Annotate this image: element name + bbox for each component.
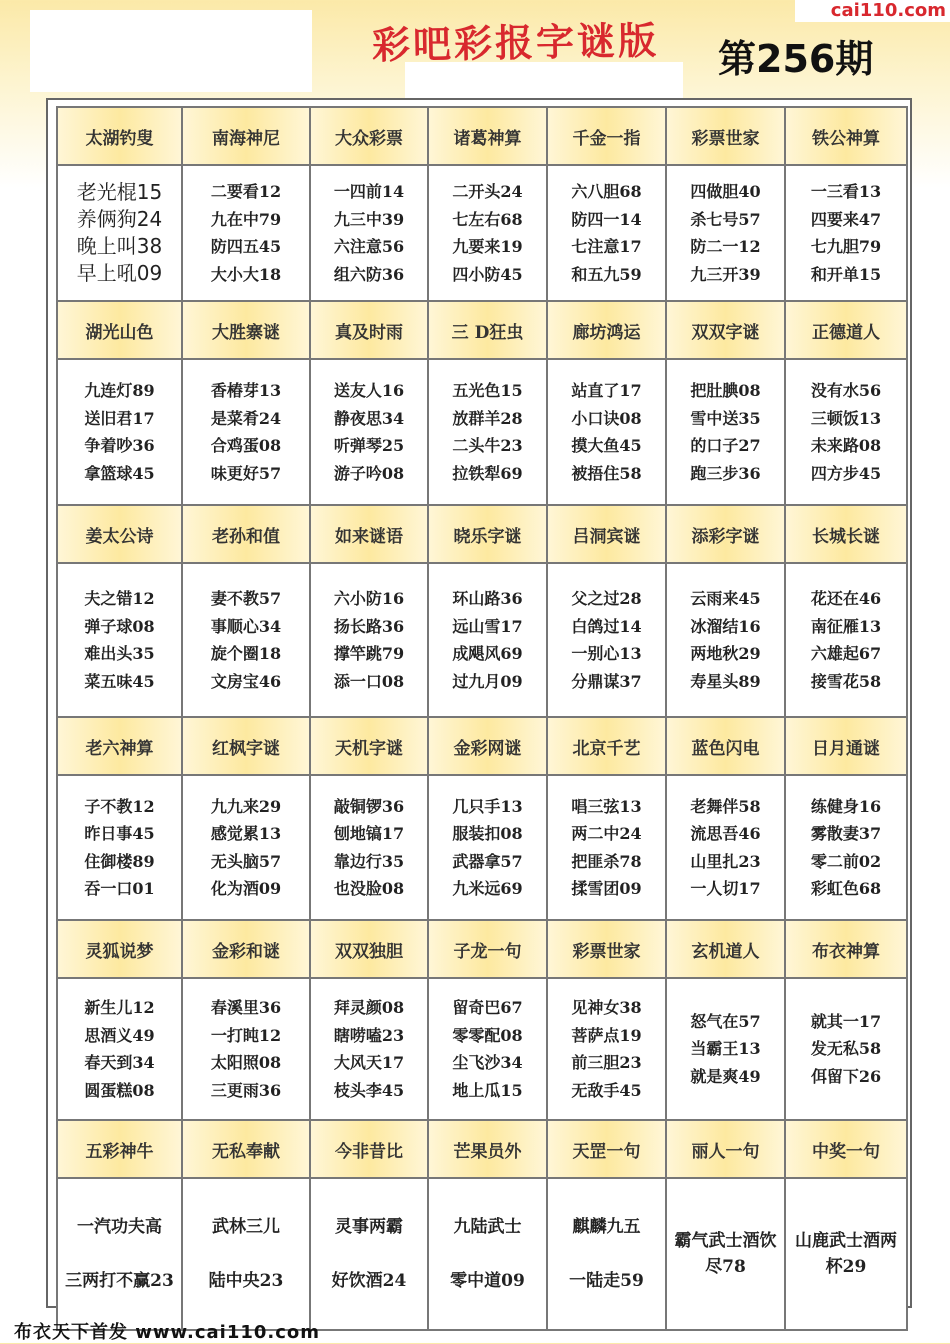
riddle-line: 春溪里36: [210, 998, 282, 1017]
riddle-line: 父之过28: [571, 589, 642, 608]
column-header: 北京千艺: [547, 717, 666, 775]
riddle-line: 送友人16: [333, 381, 405, 400]
riddle-line: 武器拿57: [452, 851, 523, 871]
riddle-cell: [428, 1178, 547, 1330]
riddle-lines: [211, 994, 281, 1104]
line-gap: [183, 1240, 309, 1268]
column-header: 湖光山色: [57, 301, 182, 359]
riddle-line: 山里扎23: [690, 851, 761, 871]
riddle-lines: [690, 377, 760, 487]
riddle-line: 一陆走59: [569, 1271, 644, 1291]
riddle-row: [57, 775, 907, 920]
footer-credit: 布衣天下首发 www.cai110.com: [14, 1322, 321, 1343]
riddle-line: 枝头李45: [333, 1080, 405, 1100]
riddle-lines: [571, 793, 641, 903]
column-header: 太湖钓叟: [57, 107, 182, 165]
page-title: 彩吧彩报字谜版: [371, 18, 660, 68]
riddle-cell: [428, 563, 547, 717]
riddle-cell: [785, 165, 907, 301]
riddle-line: 送旧君17: [84, 408, 155, 428]
riddle-line: 一人切17: [690, 879, 761, 898]
riddle-line: 当霸王13: [690, 1039, 761, 1059]
riddle-line: 三两打不赢23: [65, 1271, 174, 1291]
riddle-line: 零二前02: [810, 851, 882, 871]
column-header: 子龙一句: [428, 920, 547, 978]
column-header: 天机字谜: [310, 717, 428, 775]
column-header: 大众彩票: [310, 107, 428, 165]
riddle-line: 就是爽49: [690, 1066, 761, 1086]
riddle-line: 山鹿武士酒两杯29: [795, 1231, 897, 1277]
riddle-lines: [571, 585, 641, 695]
riddle-line: 听弹琴25: [333, 436, 405, 455]
riddle-line: 太阳照08: [210, 1053, 282, 1072]
riddle-line: 九米远69: [452, 879, 523, 898]
riddle-line: 和五九59: [571, 264, 642, 284]
riddle-line: 接雪花58: [810, 671, 882, 691]
riddle-lines: [452, 994, 522, 1104]
riddle-lines: [571, 994, 641, 1104]
site-watermark: cai110.com: [795, 0, 950, 22]
riddle-line: 武林三儿: [212, 1217, 280, 1237]
riddle-cell: [547, 563, 666, 717]
riddle-line: 的口子27: [690, 436, 761, 455]
riddle-lines: [690, 585, 760, 695]
riddle-lines: [311, 1214, 427, 1294]
riddle-line: 菜五味45: [84, 671, 155, 691]
riddle-line: 就其一17: [810, 1011, 882, 1031]
riddle-line: 老光棍15: [76, 180, 163, 204]
riddle-lines: [452, 585, 522, 695]
riddle-line: 无敌手45: [571, 1080, 642, 1100]
riddle-line: 九在中79: [210, 209, 282, 229]
riddle-cell: [785, 359, 907, 505]
column-header: 日月通谜: [785, 717, 907, 775]
riddle-lines: [58, 1214, 181, 1294]
riddle-lines: [211, 377, 281, 487]
riddle-cell: [57, 165, 182, 301]
riddle-line: 子不教12: [84, 796, 155, 816]
riddle-line: 彩虹色68: [810, 879, 882, 898]
riddle-table: [56, 106, 908, 1331]
column-header: 灵狐说梦: [57, 920, 182, 978]
riddle-cell: [182, 359, 310, 505]
riddle-line: 靠边行35: [333, 851, 405, 871]
riddle-line: 五光色15: [452, 381, 523, 400]
riddle-line: 静夜思34: [333, 408, 405, 428]
riddle-line: 云雨来45: [690, 589, 761, 608]
riddle-line: 前三胆23: [571, 1053, 642, 1072]
riddle-line: 寿星头89: [690, 671, 761, 691]
riddle-cell: [57, 359, 182, 505]
riddle-line: 新生儿12: [84, 998, 155, 1017]
riddle-cell: [57, 775, 182, 920]
riddle-line: 二头牛23: [452, 436, 523, 455]
riddle-line: 站直了17: [571, 381, 642, 400]
column-header: 铁公神算: [785, 107, 907, 165]
header-row: [57, 107, 907, 165]
riddle-lines: [690, 793, 760, 903]
riddle-line: 陆中央23: [208, 1271, 284, 1291]
riddle-cell: [547, 1178, 666, 1330]
column-header: 芒果员外: [428, 1120, 547, 1178]
riddle-line: 佴留下26: [810, 1066, 882, 1086]
riddle-line: 菩萨点19: [571, 1025, 642, 1045]
riddle-row: [57, 359, 907, 505]
riddle-line: 防四一14: [571, 209, 642, 229]
riddle-line: 刨地镐17: [333, 824, 405, 843]
riddle-lines: [690, 178, 760, 288]
riddle-lines: [429, 1214, 546, 1294]
blank-area-left: [30, 10, 312, 92]
column-header: 彩票世家: [547, 920, 666, 978]
riddle-line: 晚上叫38: [76, 234, 163, 258]
riddle-line: 拉铁犁69: [452, 463, 523, 483]
line-gap: [429, 1240, 546, 1268]
riddle-line: 四做胆40: [690, 182, 761, 201]
riddle-line: 思酒义49: [84, 1025, 155, 1045]
column-header: 彩票世家: [666, 107, 785, 165]
column-header: 红枫字谜: [182, 717, 310, 775]
riddle-cell: [310, 775, 428, 920]
riddle-line: 合鸡蛋08: [210, 436, 282, 455]
riddle-line: 九要来19: [452, 237, 523, 256]
column-header: 添彩字谜: [666, 505, 785, 563]
riddle-line: 难出头35: [84, 644, 155, 663]
riddle-line: 事顺心34: [210, 616, 282, 636]
riddle-line: 灵事两霸: [335, 1217, 403, 1237]
riddle-line: 没有水56: [810, 381, 882, 400]
riddle-line: 也没脸08: [333, 879, 405, 898]
riddle-cell: [666, 978, 785, 1120]
column-header: 诸葛神算: [428, 107, 547, 165]
column-header: 廊坊鸿运: [547, 301, 666, 359]
riddle-cell: [547, 775, 666, 920]
riddle-line: 大小大18: [210, 264, 282, 284]
riddle-line: 早上吼09: [76, 261, 163, 285]
riddle-line: 雪中送35: [690, 408, 761, 428]
riddle-lines: [211, 178, 281, 288]
riddle-line: 七九胆79: [810, 237, 882, 256]
riddle-line: 远山雪17: [452, 616, 523, 636]
column-header: 千金一指: [547, 107, 666, 165]
riddle-lines: [452, 377, 522, 487]
riddle-line: 见神女38: [571, 998, 642, 1017]
riddle-line: 九三中39: [333, 209, 405, 229]
riddle-line: 一打盹12: [210, 1025, 282, 1045]
riddle-line: 一别心13: [571, 644, 642, 663]
riddle-lines: [183, 1214, 309, 1294]
column-header: 如来谜语: [310, 505, 428, 563]
riddle-cell: [310, 359, 428, 505]
riddle-line: 春天到34: [84, 1053, 155, 1072]
riddle-line: 旋个圈18: [210, 644, 282, 663]
riddle-cell: [666, 563, 785, 717]
riddle-lines: [84, 994, 154, 1104]
riddle-line: 零中道09: [450, 1271, 525, 1291]
riddle-line: 小口诀08: [571, 408, 642, 428]
riddle-row: [57, 978, 907, 1120]
riddle-cell: [666, 775, 785, 920]
riddle-lines: [811, 585, 881, 695]
line-gap: [311, 1240, 427, 1268]
riddle-line: 把肚腆08: [690, 381, 761, 400]
riddle-line: 弹子球08: [84, 616, 155, 636]
column-header: 蓝色闪电: [666, 717, 785, 775]
riddle-cell: [547, 359, 666, 505]
column-header: 吕洞宾谜: [547, 505, 666, 563]
riddle-lines: [334, 994, 404, 1104]
riddle-cell: [785, 1178, 907, 1330]
column-header: 晓乐字谜: [428, 505, 547, 563]
riddle-lines: [811, 377, 881, 487]
riddle-line: 留奇巴67: [452, 998, 523, 1017]
riddle-line: 流思吾46: [690, 824, 761, 843]
column-header: 长城长谜: [785, 505, 907, 563]
riddle-cell: [428, 165, 547, 301]
riddle-line: 九连灯89: [84, 381, 155, 400]
riddle-line: 杀七号57: [690, 209, 761, 229]
riddle-lines: [84, 377, 154, 487]
riddle-line: 七注意17: [571, 237, 642, 256]
riddle-cell: [310, 165, 428, 301]
riddle-cell: [428, 775, 547, 920]
riddle-cell: [182, 563, 310, 717]
riddle-line: 被捂住58: [571, 463, 642, 483]
riddle-line: 争着吵36: [84, 436, 155, 455]
riddle-lines: [452, 178, 522, 288]
header-row: [57, 920, 907, 978]
riddle-line: 二要看12: [210, 182, 282, 201]
riddle-line: 摸大鱼45: [571, 436, 642, 455]
riddle-lines: [786, 1228, 906, 1280]
riddle-line: 化为酒09: [210, 879, 282, 898]
riddle-line: 大风天17: [333, 1053, 405, 1072]
column-header: 金彩网谜: [428, 717, 547, 775]
riddle-line: 揉雪团09: [571, 879, 642, 898]
riddle-line: 服装扣08: [452, 824, 523, 843]
riddle-line: 练健身16: [810, 796, 882, 816]
riddle-line: 组六防36: [333, 264, 405, 284]
riddle-line: 三更雨36: [210, 1080, 282, 1100]
column-header: 五彩神牛: [57, 1120, 182, 1178]
column-header: 正德道人: [785, 301, 907, 359]
riddle-line: 吞一口01: [84, 879, 155, 898]
riddle-line: 拿篮球45: [84, 463, 155, 483]
riddle-lines: [334, 585, 404, 695]
riddle-line: 跑三步36: [690, 463, 761, 483]
riddle-line: 一汽功夫高: [77, 1217, 162, 1237]
riddle-lines: [811, 178, 881, 288]
riddle-line: 敲铜锣36: [333, 796, 405, 816]
riddle-cell: [785, 775, 907, 920]
riddle-line: 九三开39: [690, 264, 761, 284]
riddle-line: 撑竿跳79: [333, 644, 405, 663]
riddle-lines: [334, 793, 404, 903]
riddle-cell: [666, 1178, 785, 1330]
riddle-line: 四方步45: [810, 463, 882, 483]
riddle-lines: [334, 178, 404, 288]
riddle-line: 文房宝46: [210, 671, 282, 691]
riddle-lines: [667, 1228, 784, 1280]
riddle-cell: [666, 165, 785, 301]
riddle-line: 怒气在57: [690, 1011, 761, 1031]
riddle-line: 添一口08: [333, 671, 405, 691]
riddle-line: 几只手13: [452, 796, 523, 816]
riddle-line: 圆蛋糕08: [84, 1080, 155, 1100]
riddle-line: 四小防45: [452, 264, 523, 284]
riddle-line: 六八胆68: [571, 182, 642, 201]
riddle-line: 游子吟08: [333, 463, 405, 483]
column-header: 无私奉献: [182, 1120, 310, 1178]
riddle-line: 拜灵颜08: [333, 998, 405, 1017]
riddle-line: 三顿饭13: [810, 408, 882, 428]
riddle-line: 七左右68: [452, 209, 523, 229]
riddle-line: 昨日事45: [84, 824, 155, 843]
riddle-line: 唱三弦13: [571, 796, 642, 816]
riddle-lines: [548, 1214, 665, 1294]
riddle-line: 老舞伴58: [690, 796, 761, 816]
header-row: [57, 717, 907, 775]
riddle-lines: [211, 793, 281, 903]
issue-number: 第256期: [718, 37, 874, 81]
column-header: 南海神尼: [182, 107, 310, 165]
riddle-row: [57, 563, 907, 717]
riddle-line: 地上瓜15: [452, 1080, 523, 1100]
riddle-line: 养俩狗24: [76, 207, 163, 231]
header-row: [57, 505, 907, 563]
column-header: 丽人一句: [666, 1120, 785, 1178]
riddle-line: 和开单15: [810, 264, 882, 284]
riddle-line: 住御楼89: [84, 851, 155, 871]
riddle-line: 是菜肴24: [210, 408, 282, 428]
column-header: 姜太公诗: [57, 505, 182, 563]
riddle-line: 环山路36: [452, 589, 523, 608]
riddle-line: 感觉累13: [210, 824, 282, 843]
riddle-cell: [310, 978, 428, 1120]
riddle-line: 无头脑57: [210, 851, 282, 871]
column-header: 大胜寨谜: [182, 301, 310, 359]
column-header: 双双字谜: [666, 301, 785, 359]
riddle-line: 妻不教57: [210, 589, 282, 608]
column-header: 布衣神算: [785, 920, 907, 978]
riddle-line: 零零配08: [452, 1025, 523, 1045]
riddle-line: 味更好57: [210, 463, 282, 483]
riddle-line: 两二中24: [571, 824, 642, 843]
riddle-lines: [211, 585, 281, 695]
riddle-cell: [182, 978, 310, 1120]
line-gap: [548, 1240, 665, 1268]
riddle-line: 分鼎谋37: [571, 671, 642, 691]
riddle-line: 麒麟九五: [572, 1217, 641, 1237]
riddle-cell: [310, 563, 428, 717]
riddle-lines: [690, 1008, 760, 1091]
riddle-line: 夫之错12: [84, 589, 155, 608]
column-header: 真及时雨: [310, 301, 428, 359]
riddle-line: 发无私58: [810, 1039, 882, 1059]
riddle-cell: [57, 978, 182, 1120]
column-header: 天罡一句: [547, 1120, 666, 1178]
column-header: 双双独胆: [310, 920, 428, 978]
riddle-cell: [428, 978, 547, 1120]
riddle-line: 尘飞沙34: [452, 1053, 523, 1072]
riddle-line: 四要来47: [810, 209, 882, 229]
riddle-line: 花还在46: [810, 589, 882, 608]
riddle-line: 香椿芽13: [210, 381, 282, 400]
riddle-line: 六注意56: [333, 237, 405, 256]
riddle-lines: [811, 793, 881, 903]
riddle-line: 霸气武士酒饮尽78: [674, 1231, 777, 1277]
riddle-cell: [182, 165, 310, 301]
line-gap: [58, 1240, 181, 1268]
riddle-cell: [428, 359, 547, 505]
riddle-line: 一四前14: [333, 182, 405, 201]
riddle-line: 白鸽过14: [571, 616, 642, 636]
riddle-cell: [785, 563, 907, 717]
riddle-lines: [571, 178, 641, 288]
column-header: 金彩和谜: [182, 920, 310, 978]
riddle-line: 好饮酒24: [331, 1271, 407, 1291]
riddle-line: 防二一12: [690, 237, 761, 256]
riddle-line: 冰溜结16: [690, 616, 761, 636]
riddle-line: 六雄起67: [810, 644, 882, 663]
riddle-line: 把匪杀78: [571, 851, 642, 871]
riddle-cell: [547, 165, 666, 301]
riddle-cell: [182, 775, 310, 920]
column-header: 老六神算: [57, 717, 182, 775]
column-header: 玄机道人: [666, 920, 785, 978]
riddle-line: 六小防16: [333, 589, 405, 608]
riddle-line: 瞎唠嗑23: [333, 1025, 405, 1045]
column-header: 三 D狂虫: [428, 301, 547, 359]
column-header: 中奖一句: [785, 1120, 907, 1178]
riddle-cell: [57, 563, 182, 717]
header-row: [57, 301, 907, 359]
riddle-line: 防四五45: [210, 237, 282, 256]
riddle-line: 南征雁13: [810, 616, 882, 636]
riddle-cell: [182, 1178, 310, 1330]
riddle-row: [57, 1178, 907, 1330]
riddle-cell: [666, 359, 785, 505]
riddle-lines: [77, 179, 162, 287]
riddle-line: 九陆武士: [453, 1217, 522, 1237]
riddle-line: 一三看13: [810, 182, 882, 201]
riddle-line: 过九月09: [452, 671, 523, 691]
riddle-cell: [57, 1178, 182, 1330]
riddle-line: 放群羊28: [452, 408, 523, 428]
header-row: [57, 1120, 907, 1178]
riddle-line: 扬长路36: [333, 616, 405, 636]
riddle-lines: [811, 1008, 881, 1091]
riddle-cell: [785, 978, 907, 1120]
riddle-lines: [571, 377, 641, 487]
riddle-lines: [84, 793, 154, 903]
riddle-line: 未来路08: [810, 436, 882, 455]
riddle-lines: [84, 585, 154, 695]
riddle-line: 雾散妻37: [810, 824, 882, 843]
column-header: 老孙和值: [182, 505, 310, 563]
riddle-line: 两地秋29: [690, 644, 761, 663]
column-header: 今非昔比: [310, 1120, 428, 1178]
riddle-line: 二开头24: [452, 182, 523, 201]
riddle-cell: [547, 978, 666, 1120]
riddle-lines: [452, 793, 522, 903]
riddle-row: [57, 165, 907, 301]
riddle-cell: [310, 1178, 428, 1330]
riddle-lines: [334, 377, 404, 487]
riddle-line: 成飓风69: [452, 644, 523, 663]
riddle-line: 九九来29: [210, 796, 282, 816]
